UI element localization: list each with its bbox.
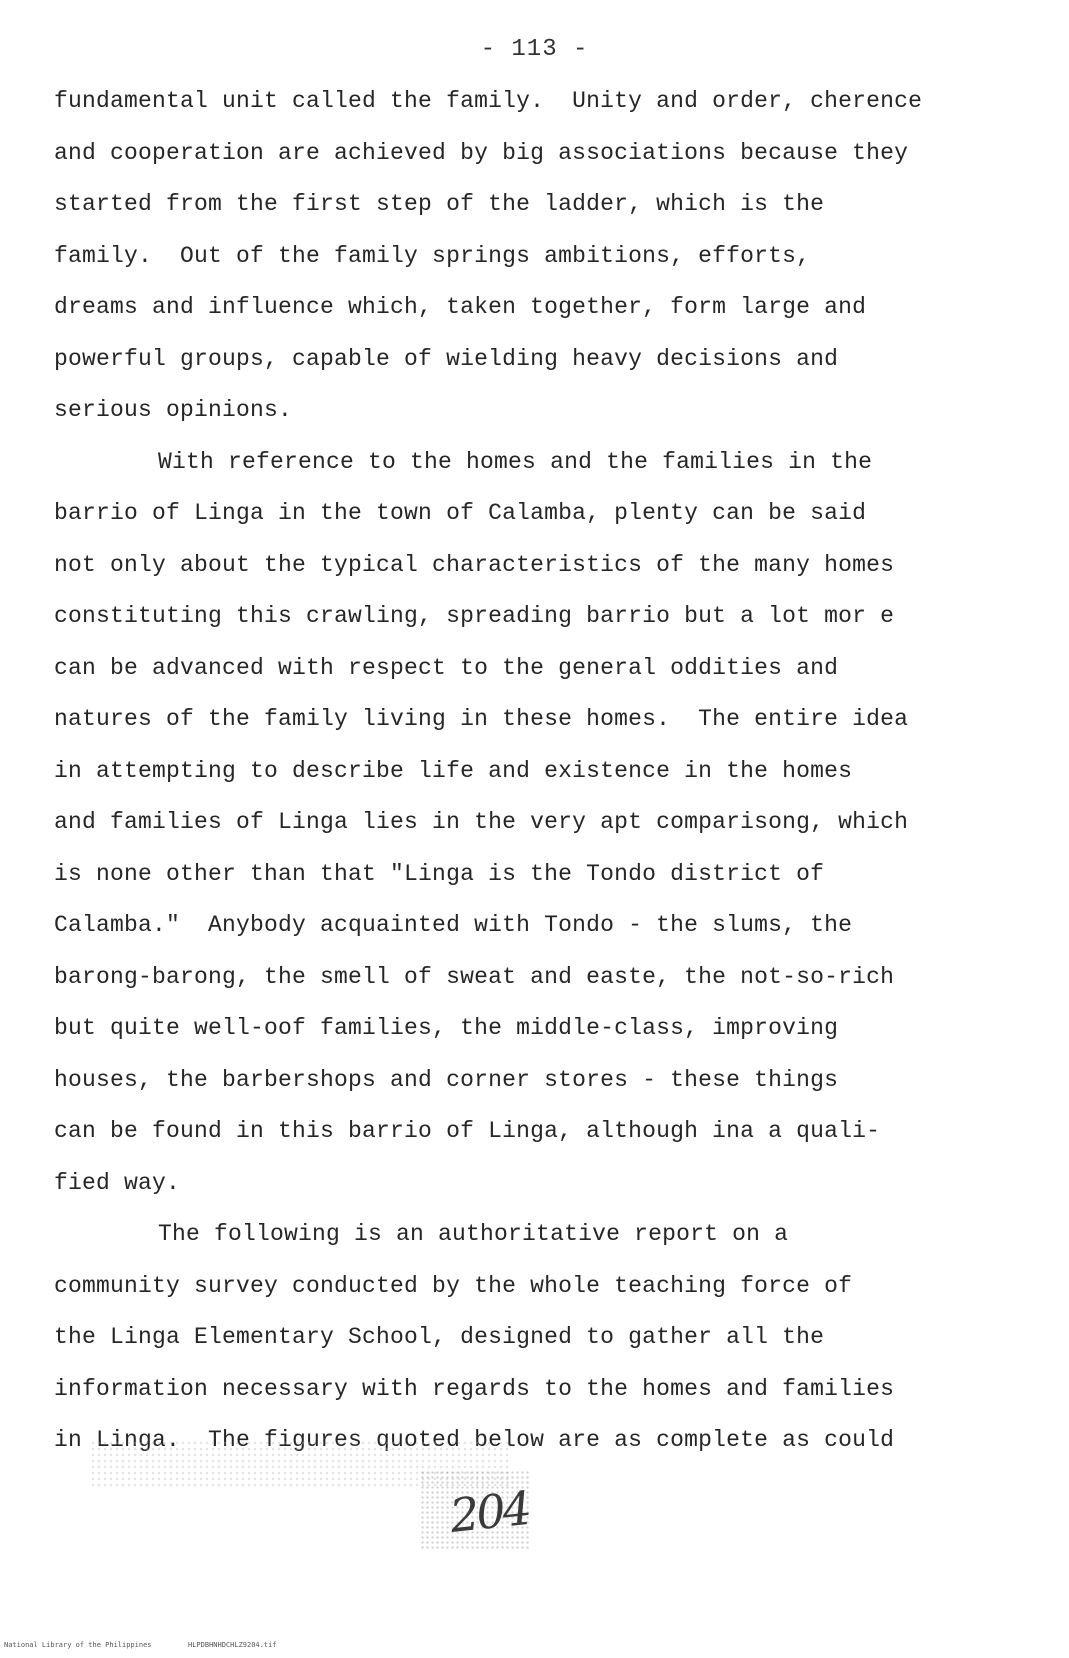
text-line: in Linga. The figures quoted below are as complete as could [54, 1427, 895, 1453]
text-line: the Linga Elementary School, designed to gather all the [54, 1324, 825, 1350]
text-line: barong-barong, the smell of sweat and easte, the not-so-rich [54, 963, 895, 990]
text-line: started from the first step of the ladder, which is the [54, 191, 825, 217]
text-line: barrio of Linga in the town of Calamba, plenty can be said [54, 500, 867, 526]
text-line: in attempting to describe life and existence in the homes [54, 757, 853, 784]
text-line: With reference to the homes and the families in the [158, 448, 873, 475]
text-line: serious opinions. [54, 397, 293, 423]
text-line: community survey conducted by the whole teaching force of [54, 1272, 853, 1299]
text-line: natures of the family living in these homes. The entire idea [54, 706, 909, 732]
text-line: and families of Linga lies in the very apt comparisong, which [54, 809, 909, 835]
text-line: can be found in this barrio of Linga, although ina a quali- [54, 1118, 881, 1144]
text-line: The following is an authoritative report on a [158, 1221, 789, 1247]
text-line: and cooperation are achieved by big associations because they [54, 139, 909, 166]
text-line: can be advanced with respect to the general oddities and [54, 654, 839, 681]
text-line: fied way. [54, 1169, 181, 1196]
page-number: - 113 - [480, 36, 589, 63]
text-line: powerful groups, capable of wielding heavy decisions and [54, 345, 839, 372]
text-line: is none other than that "Linga is the Tondo district of [54, 860, 825, 887]
text-line: Calamba." Anybody acquainted with Tondo - the slums, the [54, 912, 853, 938]
footer-library-credit: National Library of the Philippines [4, 1641, 152, 1649]
text-line: houses, the barbershops and corner stores - these things [54, 1066, 839, 1093]
text-line: information necessary with regards to the homes and families [54, 1375, 895, 1402]
text-line: family. Out of the family springs ambitions, efforts, [54, 242, 811, 269]
footer-file-name: HLPDBHNHDCHLZ9204.tif [188, 1641, 277, 1649]
text-line: constituting this crawling, spreading barrio but a lot mor e [54, 603, 895, 629]
body-text [54, 76, 1054, 1467]
handwritten-page-number: 204 [447, 1481, 532, 1543]
text-line: fundamental unit called the family. Unity and order, cherence [54, 88, 923, 114]
text-line: but quite well-oof families, the middle-class, improving [54, 1015, 839, 1041]
text-line: not only about the typical characteristics of the many homes [54, 551, 895, 578]
text-line: dreams and influence which, taken together, form large and [54, 294, 867, 320]
